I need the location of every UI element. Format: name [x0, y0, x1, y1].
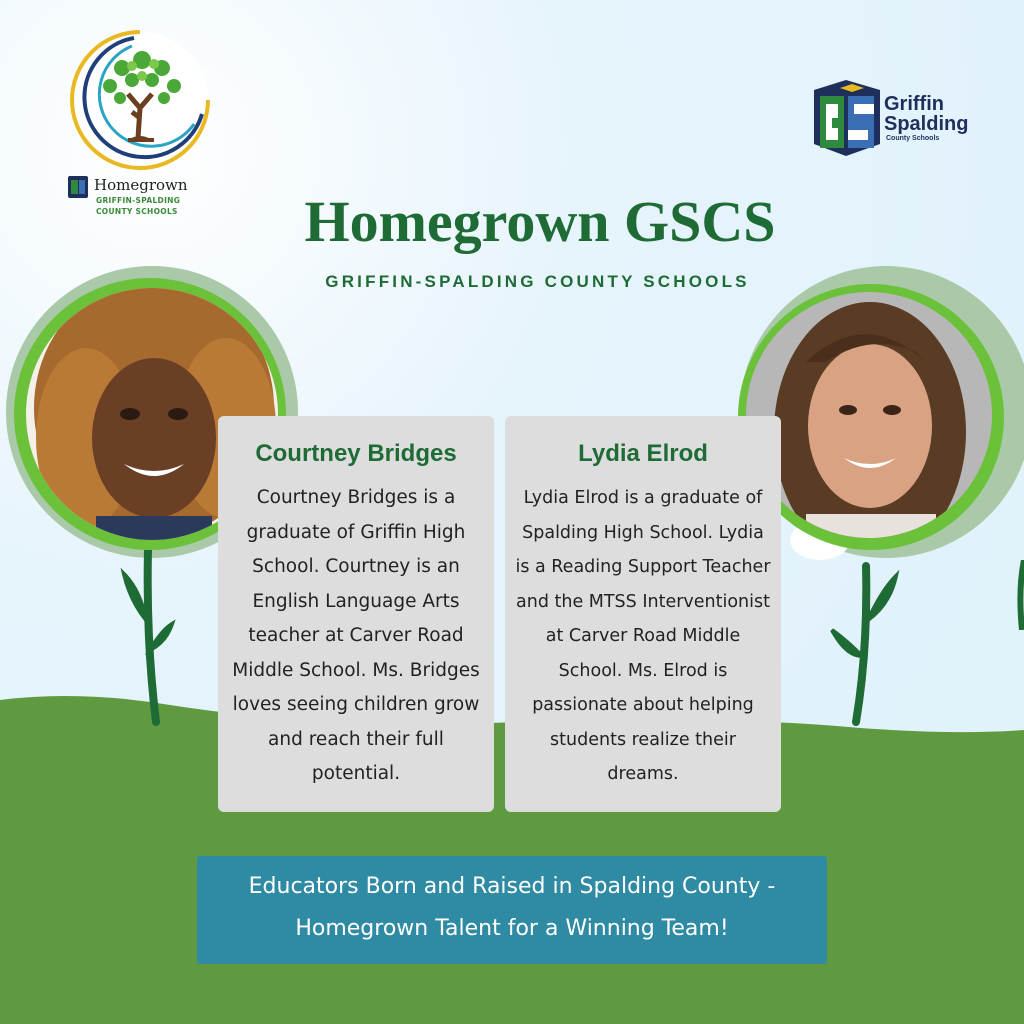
profile-bio: Courtney Bridges is a graduate of Griffin High School. Courtney is an English Language Arts teacher at Carver Road Middle School. Ms. Bridges loves seeing children grow and reach their full potential. — [232, 487, 480, 784]
tagline-line-2: Homegrown Talent for a Winning Team! — [295, 916, 729, 941]
gscs-logo-name1: Griffin — [884, 93, 944, 115]
homegrown-logo-sub2: COUNTY SCHOOLS — [96, 207, 178, 216]
right-flower-stem — [826, 560, 906, 730]
page-subtitle: GRIFFIN-SPALDING COUNTY SCHOOLS — [325, 272, 750, 291]
profile-name: Lydia Elrod — [578, 440, 708, 467]
tagline-line-1: Educators Born and Raised in Spalding County - — [248, 874, 776, 899]
left-flower-stem — [110, 550, 180, 730]
page-title: Homegrown GSCS — [304, 189, 776, 254]
homegrown-logo-title: Homegrown — [94, 176, 188, 194]
profile-bio: Lydia Elrod is a graduate of Spalding High School. Lydia is a Reading Support Teacher and the MTSS Interventionist at Carver Road Middle School. Ms. Elrod is passionate about helping students realize their dreams. — [515, 488, 771, 784]
profile-card-lydia — [505, 416, 781, 812]
tagline-banner — [197, 856, 827, 964]
profile-name: Courtney Bridges — [255, 440, 457, 467]
gscs-logo-name2: Spalding — [884, 113, 969, 135]
lydia-elrod-photo — [746, 292, 992, 538]
homegrown-logo-sub1: GRIFFIN-SPALDING — [96, 196, 181, 205]
profile-card-courtney — [218, 416, 494, 812]
gscs-logo-name3: County Schools — [886, 135, 940, 142]
edge-leaf — [1014, 560, 1024, 630]
